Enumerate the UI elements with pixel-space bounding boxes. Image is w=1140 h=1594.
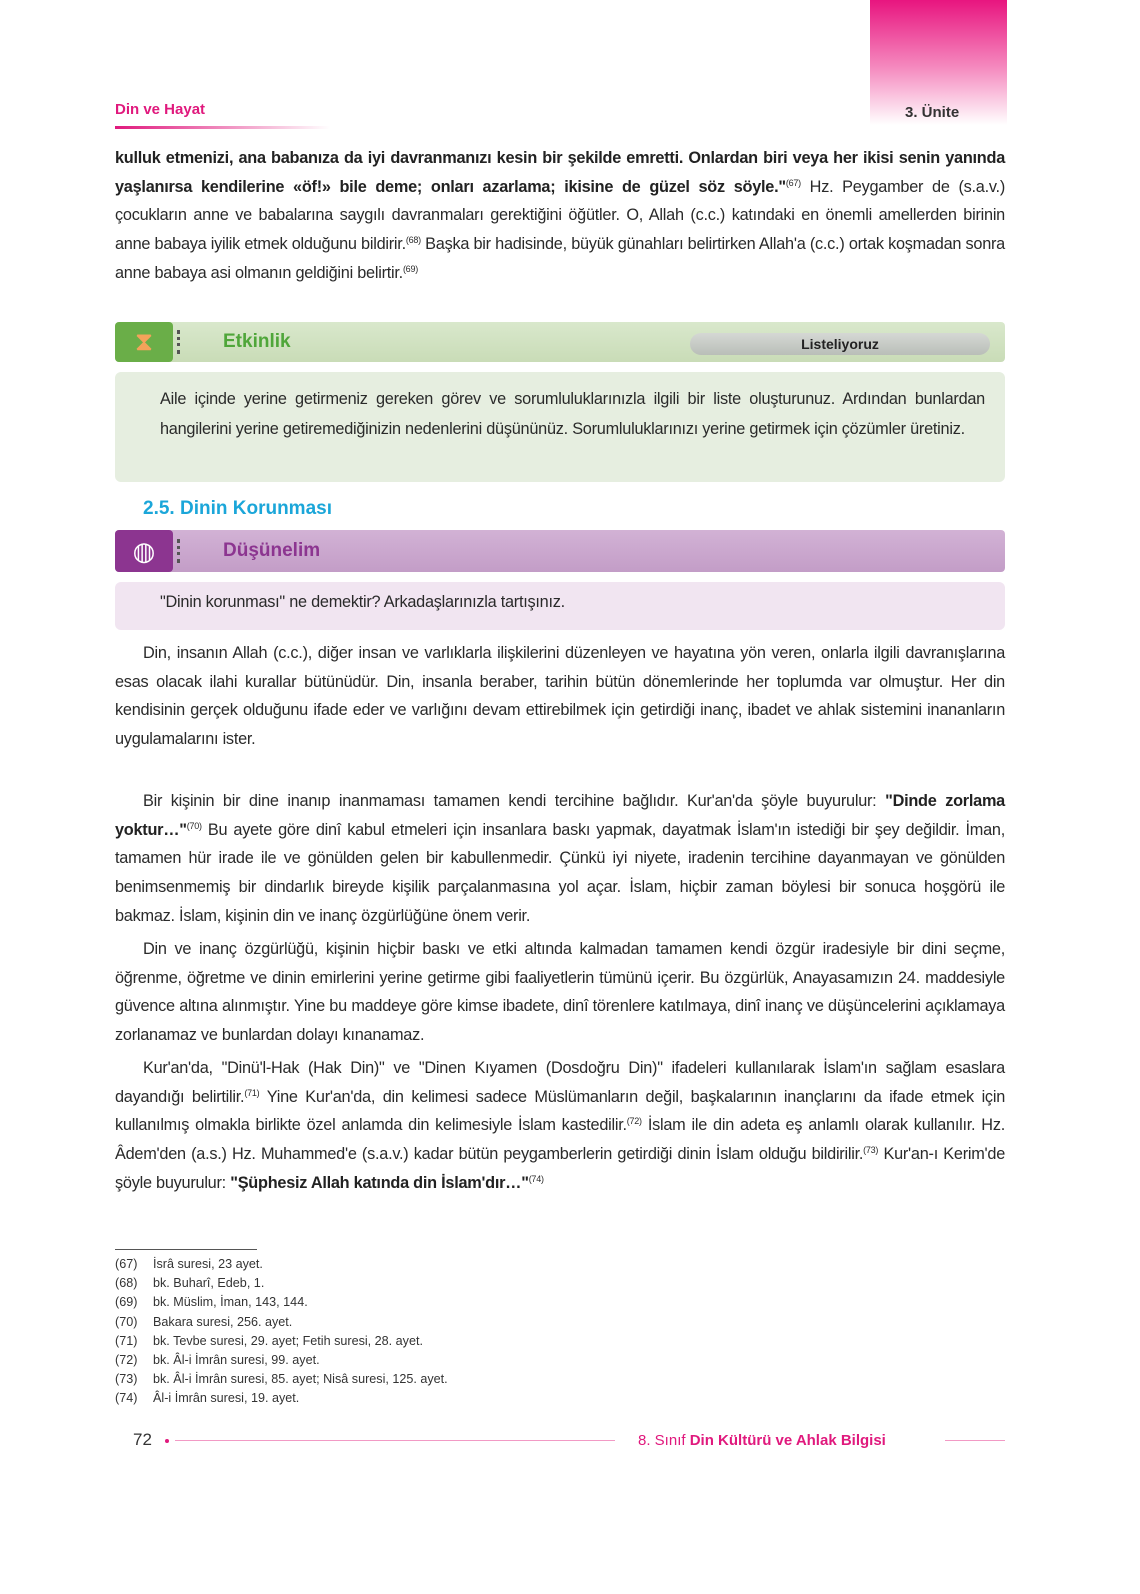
text-run: Din, insanın Allah (c.c.), diğer insan ve varlıklarla ilişkilerini düzenleyen ve hayatına yön veren, onlarla ilgili davranışlarına esas olacak ilahi kurallar bütünüdür. Din, insanla beraber, tarihin bütün dönemlerinde her toplumda var olmuştur. Her din kendisinin gerçek olduğunu ifade eder ve varlığını devam ettirebilmek için getirdiği inanç, ibadet ve ahlak sistemini inananların uygulamalarını ister. [115, 644, 1005, 749]
footnote-text: bk. Müslim, İman, 143, 144. [153, 1295, 308, 1310]
text-run: İslam ile din adeta eş anlamlı olarak kullanılır. Hz. Âdem'den (a.s.) Hz. Muhammed'e (s.a.v.) kadar bütün peygamberlerin getirdiği dinin İslam olduğu bildirilir. [115, 1116, 1005, 1164]
grade-label: 8. Sınıf [638, 1432, 690, 1449]
footnote [115, 1313, 448, 1332]
footnote-text: bk. Buharî, Edeb, 1. [153, 1276, 265, 1291]
footnote-number: (71) [115, 1333, 138, 1348]
footnote-number: (69) [115, 1295, 138, 1310]
footnote-number: (68) [115, 1276, 138, 1291]
footnote-rule [115, 1249, 257, 1250]
page-number: 72 [133, 1430, 152, 1449]
quote-text: kulluk etmenizi, ana babanıza da iyi davranmanızı kesin bir şekilde emretti. Onlardan biri veya her ikisi senin yanında yaşlanırsa kendilerine «öf!» bile deme; onları azarlama; ikisine de güzel söz söyle." [115, 149, 1005, 196]
footnote [115, 1389, 448, 1408]
footer-rule [945, 1440, 1005, 1441]
footnote [115, 1370, 448, 1389]
text-run: Başka bir hadisinde, büyük günahları belirtirken Allah'a (c.c.) ortak koşmadan sonra anne babaya asi olmanın geldiğini belirtir. [115, 235, 1005, 282]
body-paragraph [115, 639, 1005, 754]
text-run: Kur'an-ı Kerim'de şöyle buyurulur: [115, 1145, 1006, 1192]
footnote-ref: (74) [528, 1173, 544, 1184]
text-run: Yine Kur'an'da, din kelimesi sadece Müslümanların değil, başkalarının inançlarını da ifade etmek için kullanılmış olmakla birlikte özel anlamda din kelimesiyle İslam kastedilir. [115, 1087, 1005, 1135]
footnote [115, 1255, 448, 1274]
footnote [115, 1293, 448, 1312]
hourglass-icon: ⧗ [115, 322, 173, 362]
footnote-text: Bakara suresi, 256. ayet. [153, 1314, 293, 1329]
activity-tag: Listeliyoruz [690, 333, 990, 355]
footnote-number: (70) [115, 1314, 138, 1329]
footnote [115, 1274, 448, 1293]
text-run: Bu ayete göre dinî kabul etmeleri için insanlara baskı yapmak, dayatmak İslam'ın istediği bir şey değildir. İman, tamamen hür irade ile ve gönülden gelen bir kabullenmedir. Çünkü iyi niyete, iradenin tercihine dayanmayan ve gönülden benimsenmemiş bir dindarlık bireyde kişilik parçalanmasına yol açar. İslam, hiçbir zaman böylesi bir sonuca hoşgörü ile bakmaz. İslam, kişinin din ve inanç özgürlüğüne önem verir. [115, 820, 1005, 925]
footnote [115, 1351, 448, 1370]
text-run: Kur'an'da, "Dinü'l-Hak (Hak Din)" ve "Dinen Kıyamen (Dosdoğru Din)" ifadeleri kullanılarak İslam'ın sağlam esaslara dayandığı belirtilir. [115, 1059, 1005, 1106]
header-rule [115, 126, 330, 129]
activity-title: Etkinlik [223, 331, 291, 352]
footnote-number: (73) [115, 1372, 138, 1387]
footnotes [115, 1255, 448, 1409]
book-name: Din Kültürü ve Ahlak Bilgisi [689, 1432, 886, 1449]
body-paragraph [115, 1054, 1005, 1198]
footnote-text: bk. Âl-i İmrân suresi, 85. ayet; Nisâ suresi, 125. ayet. [153, 1372, 448, 1387]
text-run: Bir kişinin bir dine inanıp inanmaması tamamen kendi tercihine bağlıdır. Kur'an'da şöyle buyurulur: [143, 792, 886, 810]
book-title [638, 1432, 886, 1449]
footnote-number: (67) [115, 1257, 138, 1271]
footnote-number: (72) [115, 1353, 138, 1368]
footnote-ref: (69) [402, 263, 418, 274]
reflection-title: Düşünelim [223, 540, 321, 561]
footnote-ref: (68) [405, 235, 421, 246]
quote-text: "Şüphesiz Allah katında din İslam'dır…" [230, 1173, 529, 1192]
footnote-text: bk. Âl-i İmrân suresi, 99. ayet. [153, 1353, 320, 1368]
text-run: Din ve inanç özgürlüğü, kişinin hiçbir baskı ve etki altında kalmadan tamamen kendi özgür iradesiyle bir dini seçme, öğrenme, öğretme ve dinin emirlerini yerine getirme gibi faaliyetlerin tümünü içerir. Bu özgürlük, Anayasamızın 24. maddesiyle güvence altına alınmıştır. Yine bu maddeye göre kimse ibadete, dinî törenlere katılmaya, dinî inanç ve düşüncelerini açıklamaya zorlanamaz ve bunlardan dolayı kınanamaz. [115, 940, 1005, 1045]
globe-icon: ◍ [115, 530, 173, 572]
footnote-number: (74) [115, 1391, 138, 1406]
reflection-text: "Dinin korunması" ne demektir? Arkadaşlarınızla tartışınız. [115, 582, 1005, 630]
section-title: 2.5. Dinin Korunması [143, 498, 332, 519]
footnote-ref: (70) [186, 820, 202, 831]
footnote [115, 1332, 448, 1351]
footnote-text: bk. Tevbe suresi, 29. ayet; Fetih suresi, 28. ayet. [153, 1333, 423, 1348]
body-paragraph [115, 787, 1005, 931]
activity-text: Aile içinde yerine getirmeniz gereken görev ve sorumluluklarınızla ilgili bir liste oluşturunuz. Ardından bunlardan hangilerini yerine getiremediğinizin nedenlerini düşününüz. Sorumluluklarınızı yerine getirmek için çözümler üretiniz. [115, 372, 1005, 482]
binder-dots [177, 539, 185, 563]
footnote-ref: (67) [785, 177, 801, 188]
footnote-ref: (72) [626, 1116, 642, 1127]
reflection-header [115, 530, 1005, 572]
unit-label: 3. Ünite [905, 104, 960, 121]
footer-rule [175, 1440, 615, 1441]
footnote-text: İsrâ suresi, 23 ayet. [153, 1257, 263, 1271]
activity-header [115, 322, 1005, 362]
intro-paragraph [115, 144, 1005, 288]
binder-dots [177, 330, 185, 354]
footer-dot [165, 1439, 169, 1443]
footnote-text: Âl-i İmrân suresi, 19. ayet. [153, 1391, 300, 1406]
quote-text: "Dinde zorlama yoktur…" [115, 792, 1005, 839]
footnote-ref: (71) [244, 1087, 260, 1098]
footnote-ref: (73) [863, 1145, 879, 1156]
body-paragraph [115, 935, 1005, 1050]
text-run: Hz. Peygamber de (s.a.v.) çocukların anne ve babalarına saygılı davranmaları gerektiğini öğütler. O, Allah (c.c.) katındaki en önemli amellerden birinin anne babaya iyilik etmek olduğunu bildirir. [115, 177, 1005, 254]
running-header: Din ve Hayat [115, 101, 206, 118]
